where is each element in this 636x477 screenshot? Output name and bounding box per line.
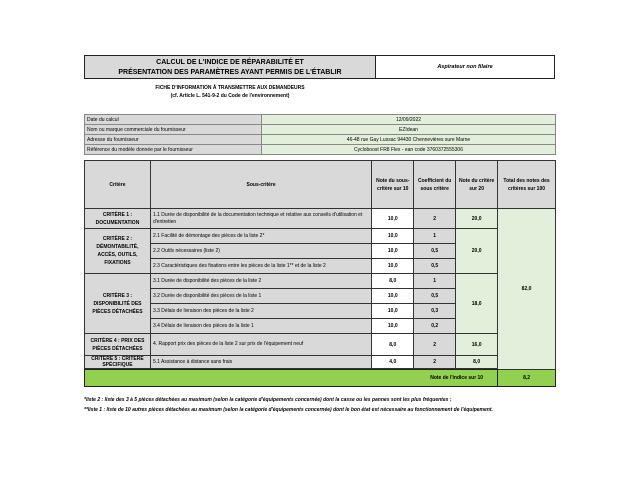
sub-note: 10,0 (372, 259, 414, 274)
criterion-score: 20,0 (456, 229, 498, 274)
table-row (85, 356, 556, 369)
info-row (85, 115, 556, 125)
sub-criterion: 2.2 Outils nécessaires (liste 2) (150, 244, 371, 259)
sub-note: 4,0 (372, 356, 414, 369)
sub-note: 10,0 (372, 209, 414, 229)
sub-criterion: 3.2 Durée de disponibilité des pièces de la liste 1 (150, 289, 371, 304)
subtitle-line-1: FICHE D'INFORMATION À TRANSMETTRE AUX DEMANDEURS (155, 85, 305, 91)
info-label: Adresse du fournisseur (85, 135, 262, 145)
criterion-name: CRITÈRE 5 : CRITÈRE SPÉCIFIQUE (85, 356, 151, 369)
table-row (85, 209, 556, 229)
sub-criterion: 3.3 Délais de livraison des pièces de la liste 2 (150, 304, 371, 319)
sub-coef: 1 (414, 274, 456, 289)
sub-coef: 2 (414, 356, 456, 369)
sub-coef: 0,2 (414, 319, 456, 334)
sub-note: 10,0 (372, 229, 414, 244)
footnote-list-1: **liste 1 : liste de 10 autres pièces détachées au maximum (selon la catégorie d'équipements concernée) dont le bon état est nécessaire au fonctionnement de l'équipement. (84, 407, 493, 413)
table-row (85, 229, 556, 244)
sub-criterion: 4. Rapport prix des pièces de la liste 2 sur prix de l'équipement neuf (150, 334, 371, 356)
sub-note: 8,0 (372, 334, 414, 356)
table-row (85, 334, 556, 356)
info-label: Date du calcul (85, 115, 262, 125)
subtitle (84, 84, 376, 100)
sub-criterion: 2.3 Caractéristiques des fixations entre les pièces de la liste 1** et de la liste 2 (150, 259, 371, 274)
final-score-value: 8,2 (498, 370, 556, 387)
header-note-crit: Note du critère sur 20 (456, 161, 498, 209)
document-title (84, 55, 376, 79)
final-score-row (85, 370, 556, 387)
criterion-name: CRITÈRE 1 : DOCUMENTATION (85, 209, 151, 229)
info-value: Cycloboost FR8 Flex - ean code 3760372555306 (262, 145, 556, 155)
header-total: Total des notes des critères sur 100 (498, 161, 556, 209)
sub-note: 10,0 (372, 289, 414, 304)
sub-note: 10,0 (372, 319, 414, 334)
sub-note: 10,0 (372, 244, 414, 259)
header-note-sous: Note du sous-critère sur 10 (372, 161, 414, 209)
sub-coef: 0,5 (414, 289, 456, 304)
sub-criterion: 3.1 Durée de disponibilité des pièces de la liste 2 (150, 274, 371, 289)
sub-coef: 1 (414, 229, 456, 244)
sub-criterion: 1.1 Durée de disponibilité de la documentation technique et relative aux conseils d'utilisation et d'entretien (150, 209, 371, 229)
final-score-label: Note de l'indice sur 10 (85, 370, 498, 387)
info-value: 12/09/2022 (262, 115, 556, 125)
criterion-score: 20,0 (456, 209, 498, 229)
footnotes (84, 395, 564, 415)
footnote-list-2: *liste 2 : liste des 3 à 5 pièces détachées au maximum (selon la catégorie d'équipements concernée) dont la casse ou les pannes sont les plus fréquentes ; (84, 397, 452, 403)
sub-note: 10,0 (372, 304, 414, 319)
sub-coef: 2 (414, 334, 456, 356)
title-line-2: PRÉSENTATION DES PARAMÈTRES AYANT PERMIS DE L'ÉTABLIR (118, 69, 342, 76)
title-line-1: CALCUL DE L'INDICE DE RÉPARABILITÉ ET (156, 59, 304, 66)
supplier-info-table (84, 114, 556, 155)
sub-criterion: 3.4 Délais de livraison des pièces de la liste 1 (150, 319, 371, 334)
sub-coef: 2 (414, 209, 456, 229)
criterion-score: 18,0 (456, 274, 498, 334)
criterion-name: CRITÈRE 4 : PRIX DES PIÈCES DÉTACHÉES (85, 334, 151, 356)
header-row (85, 161, 556, 209)
info-label: Référence du modèle donnée par le fournisseur (85, 145, 262, 155)
sub-note: 8,0 (372, 274, 414, 289)
criterion-score: 8,0 (456, 356, 498, 369)
sub-criterion: 2.1 Facilité de démontage des pièces de la liste 2* (150, 229, 371, 244)
header-critere: Critère (85, 161, 151, 209)
sub-coef: 0,5 (414, 259, 456, 274)
info-row (85, 135, 556, 145)
sub-coef: 0,5 (414, 244, 456, 259)
info-row (85, 125, 556, 135)
header-coef: Coefficient du sous critère (414, 161, 456, 209)
product-type: Aspirateur non filaire (376, 55, 555, 79)
total-score: 82,0 (498, 209, 556, 370)
criterion-name: CRITÈRE 3 : DISPONIBILITÉ DES PIÈCES DÉTACHÉES (85, 274, 151, 334)
info-label: Nom ou marque commerciale du fournisseur (85, 125, 262, 135)
sub-criterion: 5.1 Assistance à distance sans frais (150, 356, 371, 369)
criterion-name: CRITÈRE 2 : DÉMONTABILITÉ, ACCÈS, OUTILS, FIXATIONS (85, 229, 151, 274)
sub-coef: 0,3 (414, 304, 456, 319)
info-value: EZIdean (262, 125, 556, 135)
info-row (85, 145, 556, 155)
criterion-score: 16,0 (456, 334, 498, 356)
info-value: 46-48 rue Gay Lussac 94430 Chennevières sure Marne (262, 135, 556, 145)
header-sous-critere: Sous-critère (150, 161, 371, 209)
table-row (85, 274, 556, 289)
subtitle-line-2: (cf. Article L. 541-9-2 du Code de l'environnement) (170, 93, 290, 99)
repairability-table (84, 160, 556, 387)
